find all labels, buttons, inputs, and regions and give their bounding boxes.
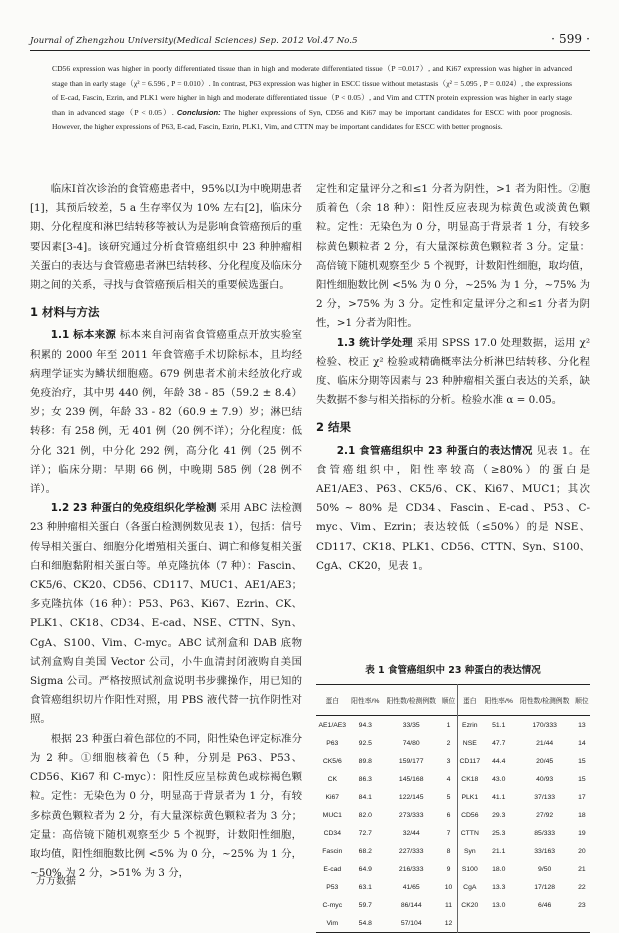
table-cell: 43.0 (492, 775, 506, 783)
table-cell: 92.5 (358, 739, 372, 747)
table-cell: 9 (446, 865, 451, 873)
table-cell: 21/44 (536, 739, 554, 747)
table-row (316, 716, 590, 735)
footer-watermark: 万方数据 (36, 876, 76, 887)
table-cell: CK (327, 775, 338, 783)
section-heading-results: 2 结果 (316, 420, 352, 435)
table-cell: 6 (446, 811, 451, 819)
table-cell: 19 (578, 829, 586, 837)
col-header: 阳性数/检测例数 (386, 698, 436, 705)
table-cell: 33/35 (402, 721, 420, 729)
table-row (316, 896, 590, 914)
table-cell: 86/144 (400, 901, 422, 909)
table-row (316, 860, 590, 878)
table-cell: 5 (446, 793, 451, 801)
table-cell: 51.1 (492, 721, 506, 729)
table-cell: 15 (578, 775, 586, 783)
table-cell: 122/145 (398, 793, 424, 801)
table-cell: 23 (578, 901, 586, 909)
col-header: 顺位 (441, 698, 456, 705)
table-cell: 227/333 (398, 847, 424, 855)
subheading-1-1: 1.1 标本来源 (50, 329, 117, 342)
table-cell: 37/133 (534, 793, 556, 801)
table-cell: 13.0 (492, 901, 506, 909)
table-cell: 9/50 (538, 865, 552, 873)
table-cell: 4 (446, 775, 451, 783)
table-row (316, 878, 590, 896)
left-column (30, 180, 302, 883)
table-cell: 32/44 (402, 829, 420, 837)
table-cell: Fascin (322, 847, 343, 855)
subheading-2-1: 2.1 食管癌组织中 23 种蛋白的表达情况 (336, 444, 533, 457)
table-cell: 72.7 (358, 829, 372, 837)
paragraph-1-2 (30, 499, 302, 729)
table-cell: CK20 (457, 896, 482, 914)
table-cell: 11 (444, 901, 453, 909)
table-row (316, 842, 590, 860)
col-header: 蛋白 (325, 698, 340, 705)
col-header: 蛋白 (457, 685, 482, 716)
table-cell: 10 (444, 883, 453, 891)
table-cell: Syn (457, 842, 482, 860)
table-cell: AE1/AE3 (318, 721, 347, 729)
table-cell: 20/45 (536, 757, 554, 765)
col-header: 顺位 (575, 698, 589, 705)
table-row (316, 788, 590, 806)
table-row (316, 806, 590, 824)
table-cell: 44.4 (492, 757, 506, 765)
paragraph-continued: 定性和定量评分之和≤1 分者为阴性，>1 者为阳性。②胞质着色（余 18 种）：阳性反应表现为棕黄色或淡黄色颗粒。定性：无染色为 0 分，明显高于背景者 1 分，有较多棕黄色颗粒者 2 分，有大量深棕黄色颗粒者 3 分。定量：高倍镜下随机观察至少 5 个视野，计数阳性细胞，取均值，阳性细胞数比例 <5% 为 0 分，~25% 为 1 分，~75% 为 2 分，>75% 为 3 分。定性和定量评分之和≤1 分者为阴性，>1 分者为阳性。 (316, 183, 590, 330)
table-cell: 86.3 (358, 775, 372, 783)
table-cell: Ki67 (325, 793, 340, 801)
journal-line: Journal of Zhengzhou University(Medical Sciences) Sep. 2012 Vol.47 No.5 (30, 36, 358, 46)
table-cell: 1 (446, 721, 451, 729)
table-cell: C-myc (322, 901, 343, 909)
table-cell: 12 (444, 919, 453, 927)
col-header: 阳性率/% (484, 698, 513, 705)
table-cell: 74/80 (402, 739, 420, 747)
table-row (316, 770, 590, 788)
text-1-1: 标本来自河南省食管癌重点开放实验室积累的 2000 年至 2011 年食管癌手术切除标本，且均经病理学证实为鳞状细胞癌。679 例患者术前未经放化疗或免疫治疗，其中男 440 例，年龄 38 - 85（59.2 ± 8.4）岁；女 239 例，年龄 33 - 82（60.9 ± 7.9）岁；淋巴结转移：有 258 例，无 401 例（20 例不详）；分化程度：低分化 321 例，中分化 292 例，高分化 41 例（25 例不详）；临床分期：早期 66 例，中晚期 585 例（28 例不详）。 (30, 329, 303, 496)
table-cell: 216/333 (398, 865, 424, 873)
table-cell: 13.3 (492, 883, 506, 891)
text-2-1: 见表 1。在食管癌组织中，阳性率较高（≥80%）的蛋白是 AE1/AE3、P63、CK5/6、CK、Ki67、MUC1；其次 50% ~ 80% 是 CD34、Fascin、E-cad、P53、C-myc、Vim、Ezrin；表达较低（≤50%）的是 NSE、CD117、CK18、PLK1、CD56、CTTN、Syn、S100、CgA、CK20，见表 1。 (316, 444, 590, 572)
abstract-conclusion: The higher expressions of Syn, CD56 and Ki67 may be important candidates for ESCC with poor prognosis. However, the higher expressions of P63, E-cad, Fascin, Ezrin, PLK1, Vim, and CTTN may be important candidates for ESCC with better prognosis. (52, 107, 572, 132)
table-cell: Vim (326, 919, 339, 927)
table-caption: 表 1 食管癌组织中 23 种蛋白的表达情况 (365, 665, 541, 676)
table-cell: P53 (326, 883, 339, 891)
table-cell: 85/333 (534, 829, 556, 837)
conclusion-label: Conclusion: (176, 107, 221, 117)
table-cell: CK5/6 (322, 757, 342, 765)
table-cell: 273/333 (398, 811, 424, 819)
table-cell: CK18 (457, 770, 482, 788)
col-header: 阳性率/% (351, 698, 380, 705)
abstract-results: CD56 expression was higher in poorly differentiated tissue than in high and moderate differentiated tissue（P =0.017）, and Ki67 expression was higher in advanced stage than in early stage（χ² = 6.596 , P = 0.010）. In contrast, P63 expression was higher in ESCC tissue without metastasis（χ² = 5.095 , P = 0.024）, the expressions of E-cad, Fascin, Ezrin, and PLK1 were higher in high and moderate differentiated tissue（P < 0.05）, and Vim and CTTN protein expression was higher in early stage than in advanced stage（P < 0.05）. (52, 64, 572, 117)
table-cell: 33/163 (534, 847, 556, 855)
section-heading-methods: 1 材料与方法 (30, 305, 100, 320)
table-cell: 41/65 (402, 883, 420, 891)
table-cell: 17/128 (534, 883, 556, 891)
table-cell: 170/333 (532, 721, 557, 729)
col-header: 阳性数/检测例数 (519, 698, 570, 705)
right-column (316, 180, 590, 576)
table-cell: 25.3 (492, 829, 506, 837)
table-cell: CD117 (457, 752, 482, 770)
table-cell: 17 (578, 793, 586, 801)
table-cell: 94.3 (358, 721, 372, 729)
table-cell: 145/168 (398, 775, 424, 783)
table-cell: CD56 (457, 806, 482, 824)
table-cell (574, 914, 590, 933)
table-header-row (316, 685, 590, 716)
table-cell: 14 (578, 739, 586, 747)
abstract (52, 62, 572, 135)
table-cell: PLK1 (457, 788, 482, 806)
running-header (30, 32, 590, 46)
table-cell (482, 914, 515, 933)
table-cell: 3 (446, 757, 451, 765)
table-cell: 63.1 (358, 883, 372, 891)
table-cell: 47.7 (492, 739, 506, 747)
table-cell: 89.8 (358, 757, 372, 765)
table-row (316, 752, 590, 770)
table-cell: CTTN (457, 824, 482, 842)
table-cell: P63 (326, 739, 339, 747)
table-cell: S100 (457, 860, 482, 878)
table-row (316, 824, 590, 842)
table-cell (457, 914, 482, 933)
table-cell: 68.2 (358, 847, 372, 855)
table-cell: 41.1 (492, 793, 506, 801)
table-cell: 13 (578, 721, 586, 729)
table-cell: CD34 (323, 829, 341, 837)
table-cell: 18 (578, 811, 586, 819)
table-row (316, 914, 590, 933)
table-cell: MUC1 (322, 811, 342, 819)
table-row (316, 734, 590, 752)
table-cell: 8 (446, 847, 451, 855)
table-cell: E-cad (323, 865, 342, 873)
paragraph-1-1 (30, 326, 302, 499)
table-cell: 20 (578, 847, 586, 855)
paragraph-1-2b: 根据 23 种蛋白着色部位的不同，阳性染色评定标准分为 2 种。①细胞核着色（5 种，分别是 P63、P53、CD56、Ki67 和 C-myc）：阳性反应呈棕黄色或棕褐色颗粒。定性：无染色为 0 分，明显高于背景者为 1 分，有较多棕黄色颗粒者为 2 分，有大量深棕黄色颗粒者为 3 分；定量：高倍镜下随机观察至少 5 个视野，计数阳性细胞，取均值，阳性细胞数比例 <5% 为 0 分，~25% 为 1 分，~50% 为 2 分，>51% 为 3 分， (30, 732, 302, 880)
table-cell: 6/46 (538, 901, 552, 909)
table-cell: 27/92 (536, 811, 554, 819)
paragraph-1-3 (316, 334, 590, 411)
page-number: · 599 · (551, 32, 590, 46)
table-cell: 84.1 (358, 793, 372, 801)
header-rule (30, 50, 590, 51)
table-cell: 40/93 (536, 775, 554, 783)
text-1-3: 采用 SPSS 17.0 处理数据，运用 χ² 检验、校正 χ² 检验或精确概率法分析淋巴结转移、分化程度、临床分期等因素与 23 种肿瘤相关蛋白表达的关系，缺失数据不参与相关指标的分析。检验水准 α = 0.05。 (316, 336, 590, 407)
text-1-2: 采用 ABC 法检测 23 种肿瘤相关蛋白（各蛋白检测例数见表 1），包括：信号传导相关蛋白、细胞分化增殖相关蛋白、调亡和修复相关蛋白和细胞黏附相关蛋白等。单克隆抗体（7 种）：Fascin、CK5/6、CK20、CD56、CD117、MUC1、AE1/AE3；多克隆抗体（16 种）：P53、P63、Ki67、Ezrin、CK、PLK1、CK18、CD34、E-cad、NSE、CTTN、Syn、CgA、S100、Vim、C-myc。ABC 试剂盒和 DAB 底物试剂盒购自美国 Vector 公司，小牛血清封闭液购自美国 Sigma 公司。严格按照试剂盒说明书步骤操作，用已知的食管癌组织切片作阳性对照，用 PBS 液代替一抗作阴性对照。 (30, 502, 302, 726)
table-cell: 64.9 (358, 865, 372, 873)
subheading-1-2: 1.2 23 种蛋白的免疫组织化学检测 (50, 502, 217, 515)
table-cell: CgA (457, 878, 482, 896)
protein-expression-table (316, 684, 590, 933)
table-cell (515, 914, 573, 933)
table-cell: 2 (446, 739, 451, 747)
table-cell: 57/104 (400, 919, 422, 927)
table-cell: 18.0 (492, 865, 506, 873)
table-cell: 22 (578, 883, 586, 891)
table-cell: 15 (578, 757, 586, 765)
table-cell: 7 (446, 829, 451, 837)
intro-paragraph: 临床Ⅰ首次诊治的食管癌患者中，95%以Ⅰ为中晚期患者[1]，其预后较差，5 a 生存率仅为 10% 左右[2]，临床分期、分化程度和淋巴结转移等被认为是影响食管癌预后的重要因素[3-4]。该研究通过分析食管癌组织中 23 种肿瘤相关蛋白的表达与食管癌患者淋巴结转移、分化程度及临床分期之间的关系，寻找与食管癌预后相关的重要候选蛋白。 (30, 183, 302, 292)
table-cell: 59.7 (358, 901, 372, 909)
paragraph-2-1 (316, 442, 590, 576)
table-cell: 159/177 (398, 757, 424, 765)
table-cell: Ezrin (457, 716, 482, 735)
subheading-1-3: 1.3 统计学处理 (336, 336, 413, 349)
table-cell: 82.0 (358, 811, 372, 819)
table-cell: 29.3 (492, 811, 506, 819)
table-cell: 21 (578, 865, 586, 873)
table-cell: 21.1 (492, 847, 506, 855)
table-cell: NSE (457, 734, 482, 752)
table-cell: 54.8 (358, 919, 372, 927)
